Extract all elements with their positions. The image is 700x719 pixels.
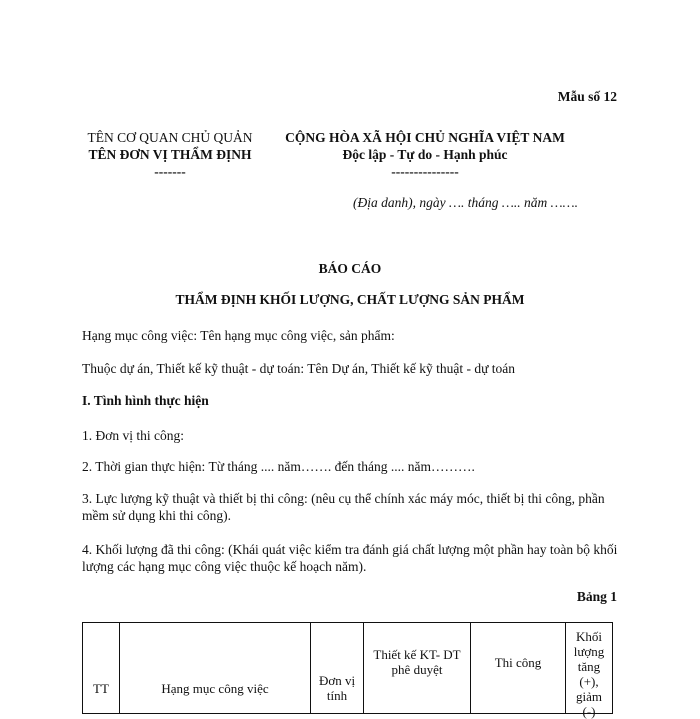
document-title: BÁO CÁO	[318, 261, 382, 276]
header-volume-change: Khối lượng tăng (+), giảm (-)	[566, 623, 613, 714]
table-label: Bảng 1	[576, 589, 617, 604]
item-resources: 3. Lực lượng kỹ thuật và thiết bị thi công: (nêu cụ thể chính xác máy móc, thiết bị thi công, phần mềm sử dụng khi thi công).	[82, 491, 605, 523]
item-construction-unit: 1. Đơn vị thi công:	[82, 428, 185, 443]
parent-agency-name: TÊN CƠ QUAN CHỦ QUẢN	[87, 130, 253, 145]
nation-name: CỘNG HÒA XÃ HỘI CHỦ NGHĨA VIỆT NAM	[285, 130, 565, 145]
header-construction: Thi công	[471, 623, 566, 714]
project-line: Thuộc dự án, Thiết kế kỹ thuật - dự toán: Tên Dự án, Thiết kế kỹ thuật - dự toán	[82, 361, 516, 376]
header-tt: TT	[83, 623, 120, 714]
organization-block	[70, 129, 270, 180]
national-motto-block	[275, 129, 575, 180]
header-design: Thiết kế KT- DT phê duyệt	[364, 623, 471, 714]
nation-motto: Độc lập - Tự do - Hạnh phúc	[342, 147, 508, 162]
document-subtitle: THẨM ĐỊNH KHỐI LƯỢNG, CHẤT LƯỢNG SẢN PHẨM	[175, 292, 525, 307]
org-divider: -------	[154, 164, 186, 179]
item-duration: 2. Thời gian thực hiện: Từ tháng .... năm……. đến tháng .... năm……….	[82, 459, 475, 474]
header-unit: Đơn vị tính	[311, 623, 364, 714]
appraisal-unit-name: TÊN ĐƠN VỊ THẨM ĐỊNH	[88, 147, 252, 162]
section-heading: I. Tình hình thực hiện	[82, 393, 209, 408]
form-number: Mẫu số 12	[557, 89, 617, 104]
header-work-item: Hạng mục công việc	[120, 623, 311, 714]
nation-divider: ---------------	[391, 164, 459, 179]
item-volume: 4. Khối lượng đã thi công: (Khái quát việc kiểm tra đánh giá chất lượng một phần hay toàn bộ khối lượng các hạng mục công việc thuộc kế hoạch năm).	[82, 542, 618, 574]
work-item-line: Hạng mục công việc: Tên hạng mục công việc, sản phẩm:	[82, 328, 395, 343]
place-date-line: (Địa danh), ngày …. tháng ….. năm …….	[353, 195, 578, 210]
volume-table	[82, 622, 613, 719]
